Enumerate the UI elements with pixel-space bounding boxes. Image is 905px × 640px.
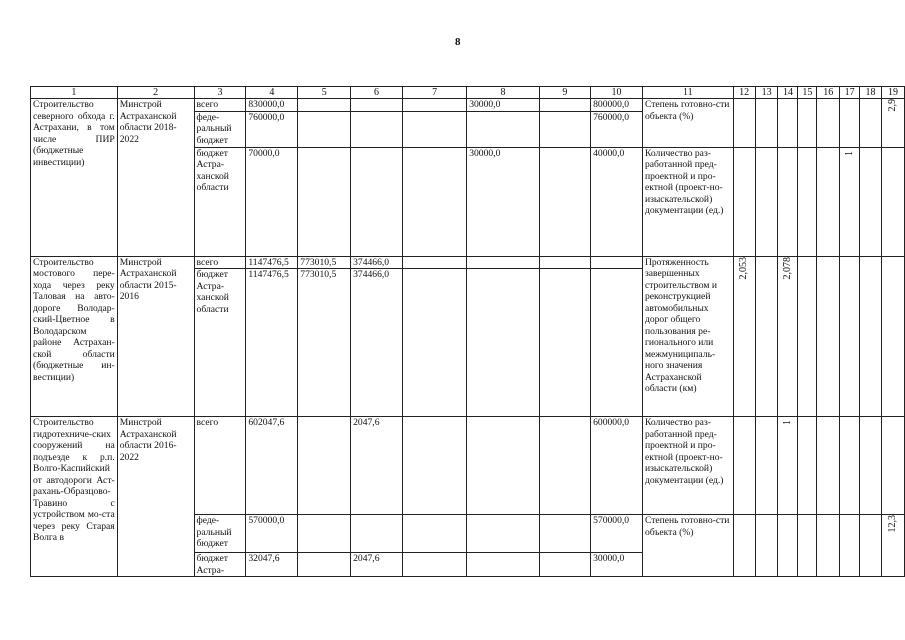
page-number: 8 <box>455 36 461 48</box>
header-cell: 8 <box>467 87 540 99</box>
executor: Минстрой Астраханской области 2016-2022 <box>117 417 194 577</box>
indicator-value: 2,053 <box>738 256 750 279</box>
value-cell: 32047,6 <box>246 553 298 577</box>
value-cell: 2047,6 <box>351 553 403 577</box>
value-cell: 600000,0 <box>591 417 643 515</box>
value-cell: 760000,0 <box>591 111 643 147</box>
value-cell: 800000,0 <box>591 99 643 112</box>
indicator-value: 12,3 <box>887 515 899 533</box>
header-cell: 4 <box>246 87 298 99</box>
value-cell: 1147476,5 <box>246 269 298 417</box>
value-cell: 1147476,5 <box>246 256 298 269</box>
indicator-value: 2,9 <box>887 99 899 112</box>
value-cell: 374466,0 <box>351 256 403 269</box>
executor: Минстрой Астраханской области 2018-2022 <box>117 99 194 257</box>
indicator: Степень готовно-сти объекта (%) <box>642 99 733 148</box>
value-cell: 602047,6 <box>246 417 298 515</box>
value-cell: 40000,0 <box>591 147 643 256</box>
funding-label: всего <box>194 99 246 112</box>
executor: Минстрой Астраханской области 2015-2016 <box>117 256 194 417</box>
header-cell: 14 <box>778 87 798 99</box>
header-cell: 7 <box>402 87 466 99</box>
funding-label: всего <box>194 417 246 515</box>
header-cell: 17 <box>840 87 860 99</box>
funding-label: феде-ральный бюджет <box>194 111 246 147</box>
project-name: Строительство северного обхода г. Астрахани, в том числе ПИР (бюджетные инвестиции) <box>31 99 118 257</box>
indicator-value: 1 <box>782 420 794 425</box>
value-cell: 760000,0 <box>246 111 298 147</box>
header-cell: 9 <box>539 87 590 99</box>
header-cell: 1 <box>31 87 118 99</box>
value-cell: 830000,0 <box>246 99 298 112</box>
header-cell: 18 <box>860 87 882 99</box>
funding-label: бюджет Астра-ханской области <box>194 147 246 256</box>
value-cell: 30000,0 <box>591 553 643 577</box>
header-cell: 13 <box>755 87 778 99</box>
project-name: Строительство мостового пере-хода через реку Таловая на авто-дороге Володар-ский-Цветное в Володарском районе Астрахан-ской области (бюджетные ин-вестиции) <box>31 256 118 417</box>
program-table <box>30 86 905 577</box>
header-cell: 10 <box>591 87 643 99</box>
indicator-value: 1 <box>843 150 855 156</box>
indicator: Количество раз-работанной пред-проектной и про-ектной (проект-но-изыскательской) документации (ед.) <box>642 147 733 256</box>
header-cell: 15 <box>798 87 817 99</box>
value-cell: 2047,6 <box>351 417 403 515</box>
value-cell: 70000,0 <box>246 147 298 256</box>
funding-label: бюджет Астра- <box>194 553 246 577</box>
header-cell: 5 <box>298 87 351 99</box>
table-row <box>31 417 905 515</box>
header-cell: 19 <box>881 87 904 99</box>
table-row <box>31 256 905 269</box>
table-row <box>31 99 905 112</box>
project-name: Строительство гидротехниче-ских сооружений на подъезде к р.п. Волго-Каспийский от автодороги Аст-рахань-Образцово-Травино с устройством мо-ста через реку Старая Волга в <box>31 417 118 577</box>
value-cell: 773010,5 <box>298 269 351 417</box>
header-cell: 16 <box>817 87 840 99</box>
value-cell: 570000,0 <box>591 515 643 553</box>
indicator-value: 2,078 <box>782 256 794 279</box>
indicator: Количество раз-работанной пред-проектной и про-ектной (проект-но-изыскательской) документации (ед.) <box>642 417 733 515</box>
indicator: Степень готовно-сти объекта (%) <box>642 515 733 577</box>
header-cell: 11 <box>642 87 733 99</box>
header-row <box>31 87 905 99</box>
value-cell: 374466,0 <box>351 269 403 417</box>
header-cell: 12 <box>733 87 755 99</box>
value-cell: 30000,0 <box>467 99 540 112</box>
funding-label: всего <box>194 256 246 269</box>
header-cell: 2 <box>117 87 194 99</box>
header-cell: 6 <box>351 87 403 99</box>
value-cell: 773010,5 <box>298 256 351 269</box>
value-cell: 570000,0 <box>246 515 298 553</box>
value-cell: 30000,0 <box>467 147 540 256</box>
indicator: Протяженность завершенных строительством и реконструкцией автомобильных дорог общего пользования ре-гионального или межмуниципаль-ного значения Астраханской области (км) <box>642 256 733 417</box>
funding-label: феде-ральный бюджет <box>194 515 246 553</box>
funding-label: бюджет Астра-ханской области <box>194 269 246 417</box>
header-cell: 3 <box>194 87 246 99</box>
